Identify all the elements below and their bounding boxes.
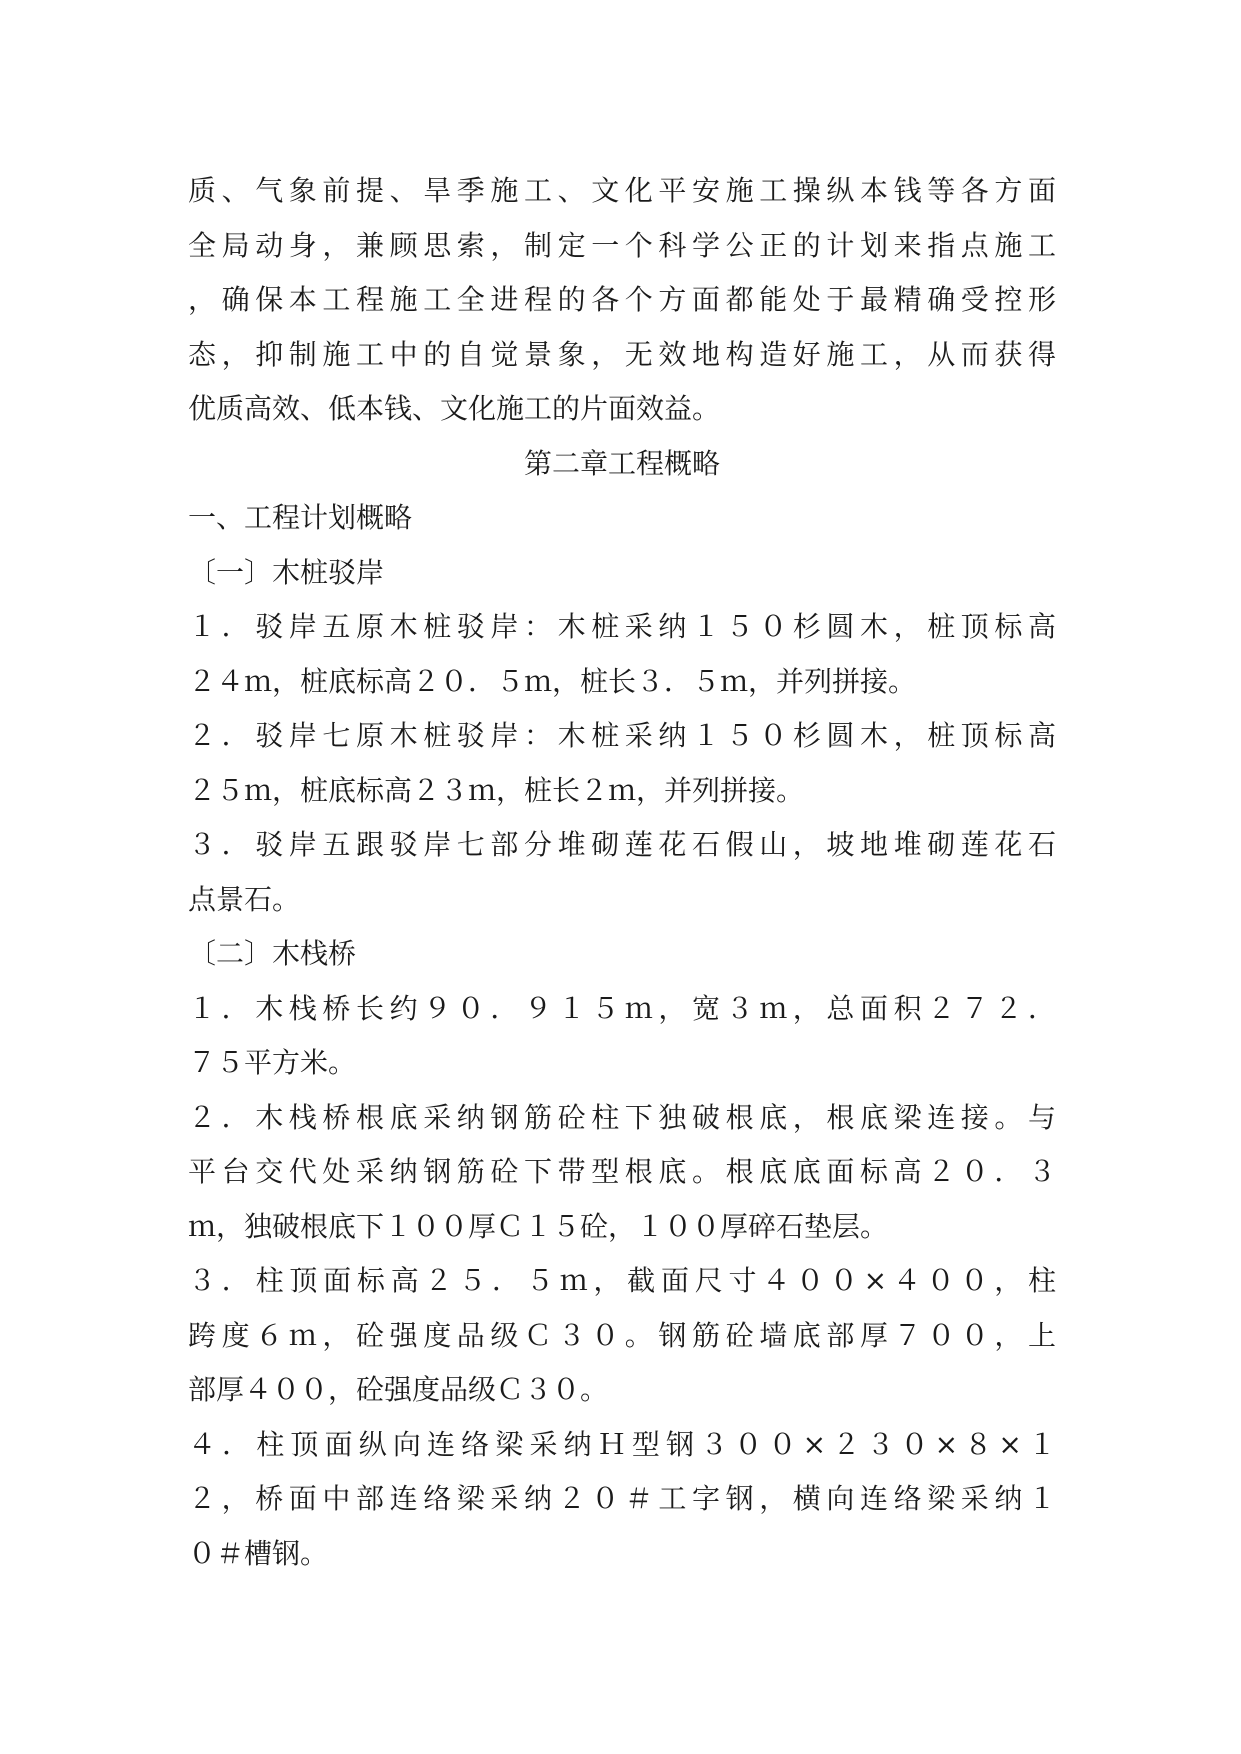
- list-item-line: ２５ｍ，桩底标高２３ｍ，桩长２ｍ，并列拼接。: [188, 773, 805, 807]
- body-text: [188, 164, 1056, 1581]
- chapter-heading: 第二章工程概略: [523, 446, 720, 480]
- list-item-line: ４．柱顶面纵向连络梁采纳Ｈ型钢３００×２３０×８×１: [188, 1427, 1056, 1461]
- list-item-line: 跨度６ｍ，砼强度品级Ｃ３０。钢筋砼墙底部厚７００，上: [188, 1318, 1056, 1352]
- list-item-line: ３．驳岸五跟驳岸七部分堆砌莲花石假山，坡地堆砌莲花石: [188, 828, 1056, 861]
- paragraph-line: 态，抑制施工中的自觉景象，无效地构造好施工，从而获得: [188, 337, 1056, 371]
- list-item-line: ｍ，独破根底下１００厚Ｃ１５砼，１００厚碎石垫层。: [188, 1209, 889, 1243]
- list-item-line: 部厚４００，砼强度品级Ｃ３０。: [188, 1373, 609, 1406]
- list-item-line: ７５平方米。: [188, 1046, 357, 1079]
- list-item-line: ２４ｍ，桩底标高２０．５ｍ，桩长３．５ｍ，并列拼接。: [188, 664, 917, 698]
- list-item-line: ２．木栈桥根底采纳钢筋砼柱下独破根底，根底梁连接。与: [188, 1100, 1056, 1134]
- subsection-heading: 〔二〕木栈桥: [188, 937, 357, 970]
- paragraph-line: 质、气象前提、旱季施工、文化平安施工操纵本钱等各方面: [188, 174, 1056, 207]
- list-item-line: １．木栈桥长约９０．９１５ｍ，宽３ｍ，总面积２７２．: [188, 991, 1056, 1025]
- paragraph-line: 全局动身，兼顾思索，制定一个科学公正的计划来指点施工: [188, 228, 1056, 262]
- list-item-line: 点景石。: [188, 882, 301, 916]
- list-item-line: １．驳岸五原木桩驳岸：木桩采纳１５０杉圆木，桩顶标高: [188, 610, 1056, 643]
- list-item-line: ０＃槽钢。: [188, 1536, 329, 1570]
- list-item-line: ２．驳岸七原木桩驳岸：木桩采纳１５０杉圆木，桩顶标高: [188, 719, 1056, 752]
- paragraph-line: ，确保本工程施工全进程的各个方面都能处于最精确受控形: [188, 283, 1056, 316]
- list-item-line: ３．柱顶面标高２５．５ｍ，截面尺寸４００×４００，柱: [188, 1264, 1056, 1297]
- list-item-line: 平台交代处采纳钢筋砼下带型根底。根底底面标高２０．３: [188, 1155, 1056, 1188]
- section-heading: 一、工程计划概略: [188, 501, 413, 534]
- subsection-heading: 〔一〕木桩驳岸: [188, 555, 385, 589]
- list-item-line: ２，桥面中部连络梁采纳２０＃工字钢，横向连络梁采纳１: [188, 1482, 1056, 1515]
- paragraph-line: 优质高效、低本钱、文化施工的片面效益。: [188, 392, 721, 425]
